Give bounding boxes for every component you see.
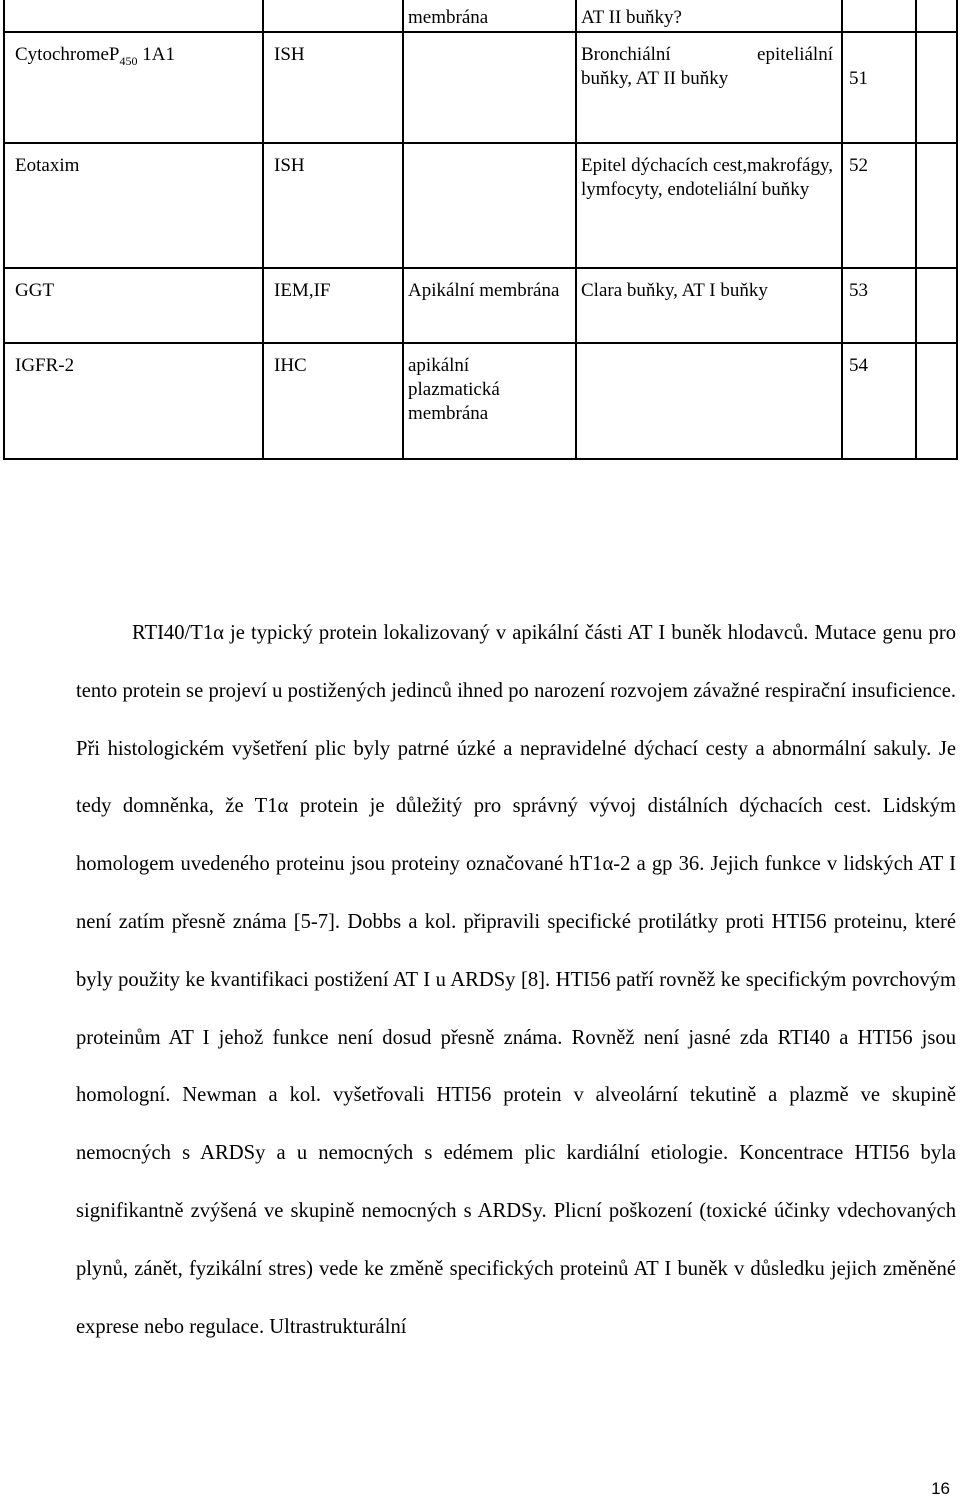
table-cell bbox=[403, 32, 576, 143]
table-row bbox=[4, 0, 957, 32]
table-row bbox=[4, 268, 957, 343]
table-cell: 54 bbox=[842, 343, 916, 459]
table-cell bbox=[263, 0, 403, 32]
table-cell bbox=[576, 343, 842, 459]
table-cell: Clara buňky, AT I buňky bbox=[576, 268, 842, 343]
table-cell-empty bbox=[916, 268, 957, 343]
data-table bbox=[3, 0, 958, 460]
page-number: 16 bbox=[931, 1479, 950, 1498]
table-cell: ISH bbox=[263, 143, 403, 268]
table-cell: membrána bbox=[403, 0, 576, 32]
table-cell bbox=[403, 143, 576, 268]
body-paragraph: RTI40/T1α je typický protein lokalizovaný v apikální části AT I buněk hlodavců. Mutace genu pro tento protein se projeví u postižených jedinců ihned po narození rozvojem závažné respirační insuficience. Při histologickém vyšetření plic byly patrné úzké a nepravidelné dýchací cesty a abnormální sakuly. Je tedy domněnka, že T1α protein je důležitý pro správný vývoj distálních dýchacích cest. Lidským homologem uvedeného proteinu jsou proteiny označované hT1α-2 a gp 36. Jejich funkce v lidských AT I není zatím přesně známa [5-7]. Dobbs a kol. připravili specifické protilátky proti HTI56 proteinu, které byly použity ke kvantifikaci postižení AT I u ARDSy [8]. HTI56 patří rovněž ke specifickým povrchovým proteinům AT I jehož funkce není dosud přesně známa. Rovněž není jasné zda RTI40 a HTI56 jsou homologní. Newman a kol. vyšetřovali HTI56 protein v alveolární tekutině a plazmě ve skupině nemocných s ARDSy a u nemocných s edémem plic kardiální etiologie. Koncentrace HTI56 byla signifikantně zvýšená ve skupině nemocných s ARDSy. Plicní poškození (toxické účinky vdechovaných plynů, zánět, fyzikální stres) vede ke změně specifických proteinů AT I buněk v důsledku jejich změněné exprese nebo regulace. Ultrastrukturální bbox=[76, 622, 956, 1338]
table-cell bbox=[4, 0, 263, 32]
table-cell-text: 1A1 bbox=[137, 44, 175, 65]
table-cell-text: Bronchiální bbox=[581, 44, 671, 65]
table-cell: IGFR-2 bbox=[4, 343, 263, 459]
table-cell bbox=[842, 32, 916, 143]
table-cell: AT II buňky? bbox=[576, 0, 842, 32]
table-cell bbox=[403, 343, 576, 459]
table-cell-text: 51 bbox=[849, 68, 868, 89]
table-cell bbox=[576, 32, 842, 143]
table-cell bbox=[842, 0, 916, 32]
table-cell-empty bbox=[916, 343, 957, 459]
table-cell-subscript: 450 bbox=[119, 53, 138, 68]
table-cell: Apikální membrána bbox=[403, 268, 576, 343]
table-cell bbox=[4, 32, 263, 143]
table-cell: ISH bbox=[263, 32, 403, 143]
table-cell-empty bbox=[916, 0, 957, 32]
table-cell-text: apikální plazmatická membrána bbox=[408, 355, 500, 424]
table-row bbox=[4, 143, 957, 268]
table-cell: 53 bbox=[842, 268, 916, 343]
table-cell: Epitel dýchacích cest,makrofágy,lymfocyty, endoteliální buňky bbox=[576, 143, 842, 268]
table-cell-text: CytochromeP bbox=[15, 44, 120, 65]
table-cell-text: buňky, AT II buňky bbox=[581, 68, 729, 89]
table-cell: 52 bbox=[842, 143, 916, 268]
table-cell-empty bbox=[916, 32, 957, 143]
table-cell: Eotaxim bbox=[4, 143, 263, 268]
table-cell-empty bbox=[916, 143, 957, 268]
table-row bbox=[4, 343, 957, 459]
table-cell: IHC bbox=[263, 343, 403, 459]
table-cell-text: epiteliální bbox=[757, 44, 833, 65]
table-cell: GGT bbox=[4, 268, 263, 343]
table-row bbox=[4, 32, 957, 143]
table-cell: IEM,IF bbox=[263, 268, 403, 343]
